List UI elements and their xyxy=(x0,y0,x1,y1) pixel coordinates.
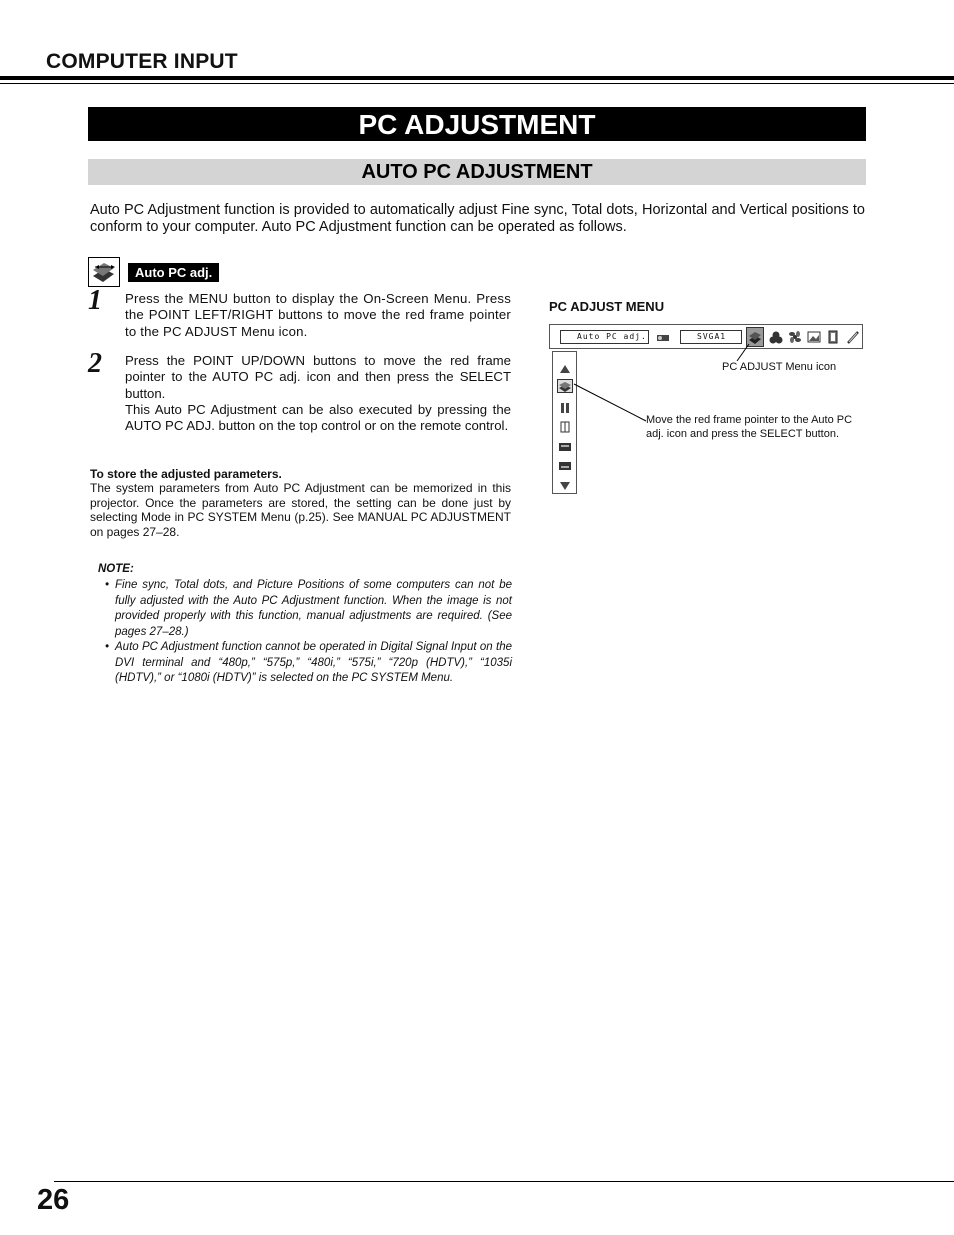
pc-adjust-menu-bar xyxy=(549,324,863,349)
setting-icon xyxy=(826,329,840,345)
pc-adjust-menu-icon xyxy=(747,328,763,346)
fan-icon xyxy=(788,329,802,345)
color-icon xyxy=(769,329,783,345)
callout-pointer: Move the red frame pointer to the Auto PC adj. icon and press the SELECT button. xyxy=(646,414,853,440)
arrow-down-icon xyxy=(558,479,572,491)
menu-field-auto-pc-adj: Auto PC adj. xyxy=(560,330,649,344)
note-item: • Fine sync, Total dots, and Picture Positions of some computers can not be fully adjusted with the Auto PC Adjustment function. When the image is not provided properly with this function, manual adjustments are required. (See pages 27–28.) xyxy=(105,579,512,638)
step-2-text: Press the POINT UP/DOWN buttons to move the red frame pointer to the AUTO PC adj. icon and then press the SELECT button. xyxy=(125,353,511,401)
step-1-text: Press the MENU button to display the On-Screen Menu. Press the POINT LEFT/RIGHT buttons to move the red frame pointer to the PC ADJUST Menu icon. xyxy=(125,291,511,339)
page-subtitle: AUTO PC ADJUSTMENT xyxy=(88,159,866,185)
pc-adjust-side-panel xyxy=(552,351,577,494)
section-header: COMPUTER INPUT xyxy=(46,50,238,73)
store-icon xyxy=(558,459,572,471)
arrow-up-icon xyxy=(558,362,572,374)
position-icon xyxy=(558,440,572,452)
step-2-text-extra: This Auto PC Adjustment can be also executed by pressing the AUTO PC ADJ. button on the top control or on the remote control. xyxy=(125,402,511,434)
auto-pc-adj-label: Auto PC adj. xyxy=(128,263,219,282)
store-text: The system parameters from Auto PC Adjustment can be memorized in this projector. Once the parameters are stored, the setting can be done just by selecting Mode in PC SYSTEM Menu (p.25). See MANUAL PC ADJUSTMENT on pages 27–28. xyxy=(90,481,511,539)
menu-label: PC ADJUST MENU xyxy=(549,299,665,314)
callout-menu-icon: PC ADJUST Menu icon xyxy=(722,361,837,373)
auto-pc-adj-menu-item-icon xyxy=(558,380,572,392)
note-heading: NOTE: xyxy=(98,563,134,575)
header-rule xyxy=(0,76,954,80)
page-title: PC ADJUSTMENT xyxy=(88,107,866,141)
page-number: 26 xyxy=(37,1184,70,1216)
pen-icon xyxy=(846,329,860,345)
total-dots-icon xyxy=(558,420,572,432)
image-icon xyxy=(807,329,821,345)
note-item: • Auto PC Adjustment function cannot be operated in Digital Signal Input on the DVI terminal and “480p,” “575p,” “480i,” “575i,” “720p (HDTV),” “1035i (HDTV),” or “1080i (HDTV)” is selected on the PC SYSTEM Menu. xyxy=(105,641,512,684)
intro-paragraph: Auto PC Adjustment function is provided to automatically adjust Fine sync, Total dots, Horizontal and Vertical positions to conform to your computer. Auto PC Adjustment function can be operated as follows. xyxy=(90,202,865,235)
store-heading: To store the adjusted parameters. xyxy=(90,467,282,481)
menu-field-svga1: SVGA1 xyxy=(680,330,742,344)
fine-sync-icon xyxy=(558,401,572,413)
header-rule-thin xyxy=(0,83,954,84)
auto-pc-adj-icon xyxy=(88,257,120,287)
step-1-number: 1 xyxy=(88,285,102,316)
note-list xyxy=(105,578,512,687)
footer-rule xyxy=(54,1181,954,1182)
projector-icon xyxy=(656,329,670,345)
step-2-number: 2 xyxy=(88,348,102,379)
